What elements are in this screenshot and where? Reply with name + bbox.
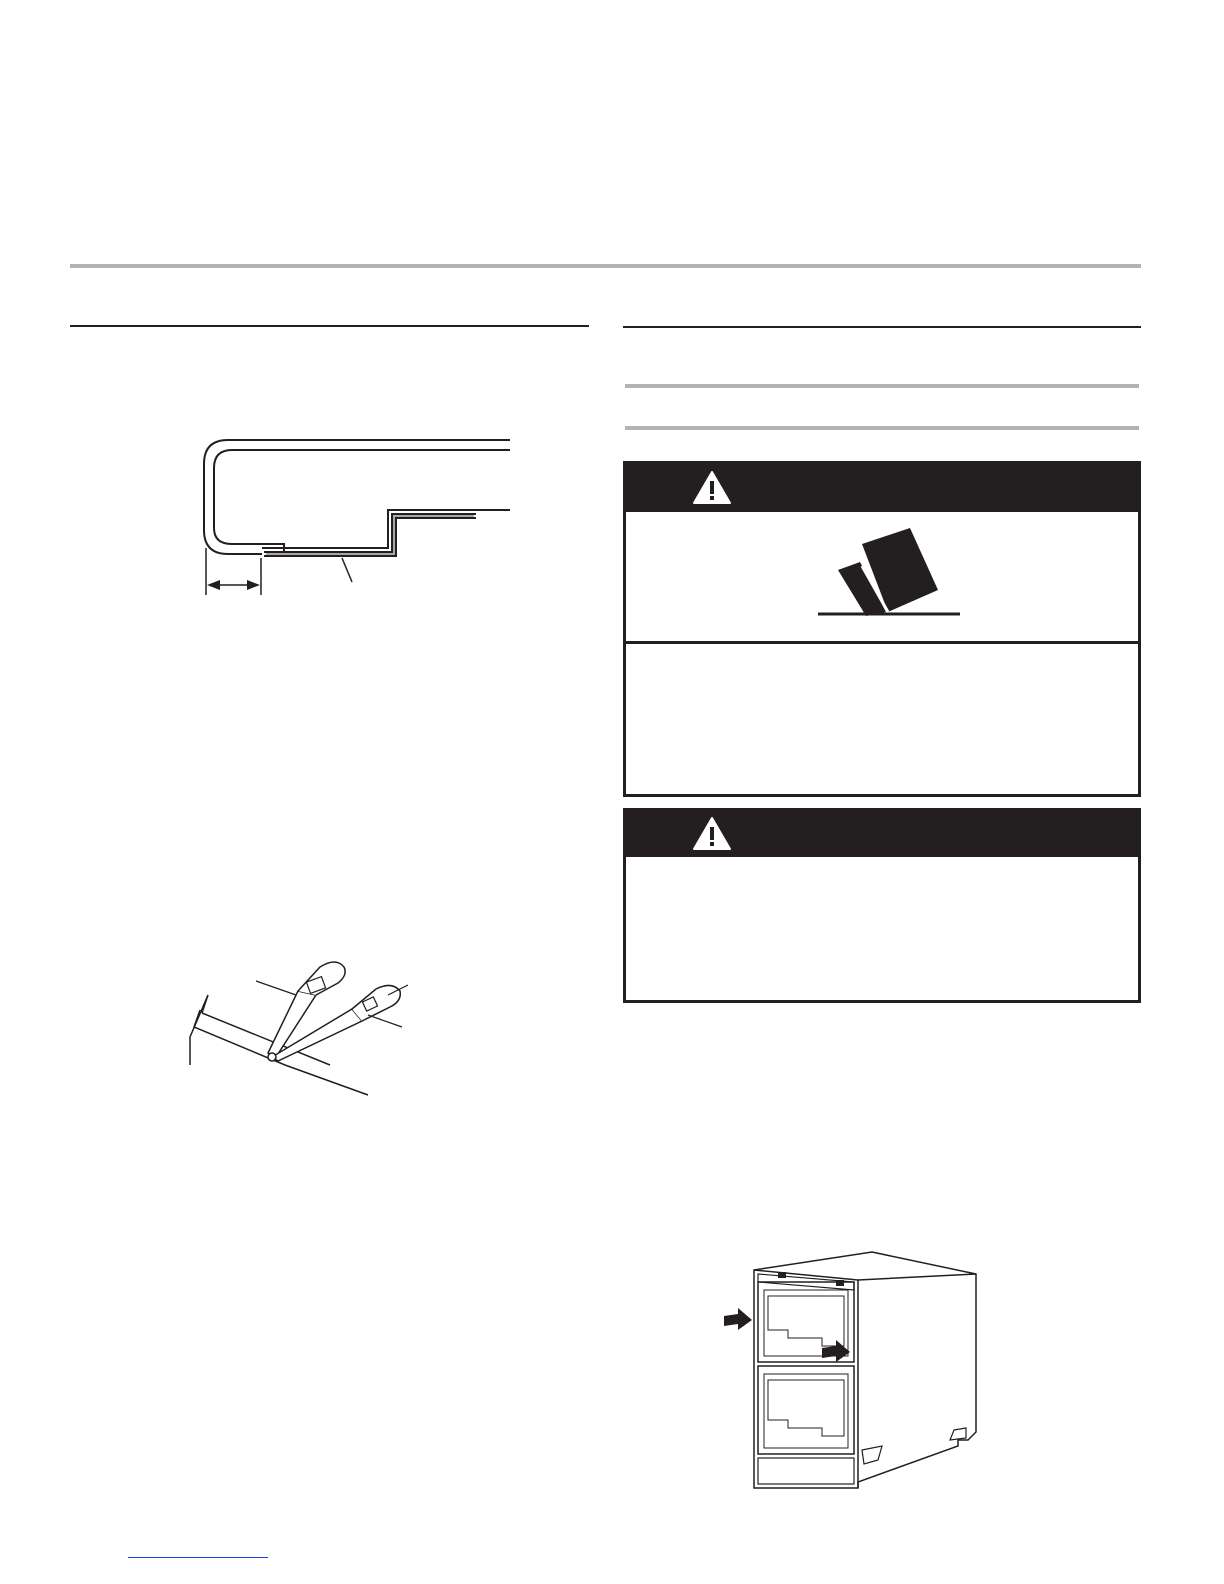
countertop-profile-figure (180, 430, 540, 610)
push-arrow-icon (724, 1308, 752, 1330)
section-divider-top (70, 264, 1141, 268)
right-subsection-rule-2 (625, 426, 1139, 430)
warning-box-tip-over (623, 461, 1141, 797)
appliance-drawers-figure (718, 1250, 982, 1494)
warning-header (626, 464, 1138, 512)
right-column-rule (623, 326, 1141, 328)
warning-triangle-icon (692, 816, 732, 852)
warning-divider (626, 641, 1138, 644)
left-column-rule (70, 325, 589, 327)
tip-over-icon (814, 526, 964, 622)
footer-link[interactable] (128, 1557, 268, 1558)
warning-box-second (623, 808, 1141, 1003)
warning-header (626, 811, 1138, 857)
warning-triangle-icon (692, 470, 732, 506)
right-subsection-rule-1 (625, 384, 1139, 388)
mounting-bracket-figure (180, 955, 420, 1105)
